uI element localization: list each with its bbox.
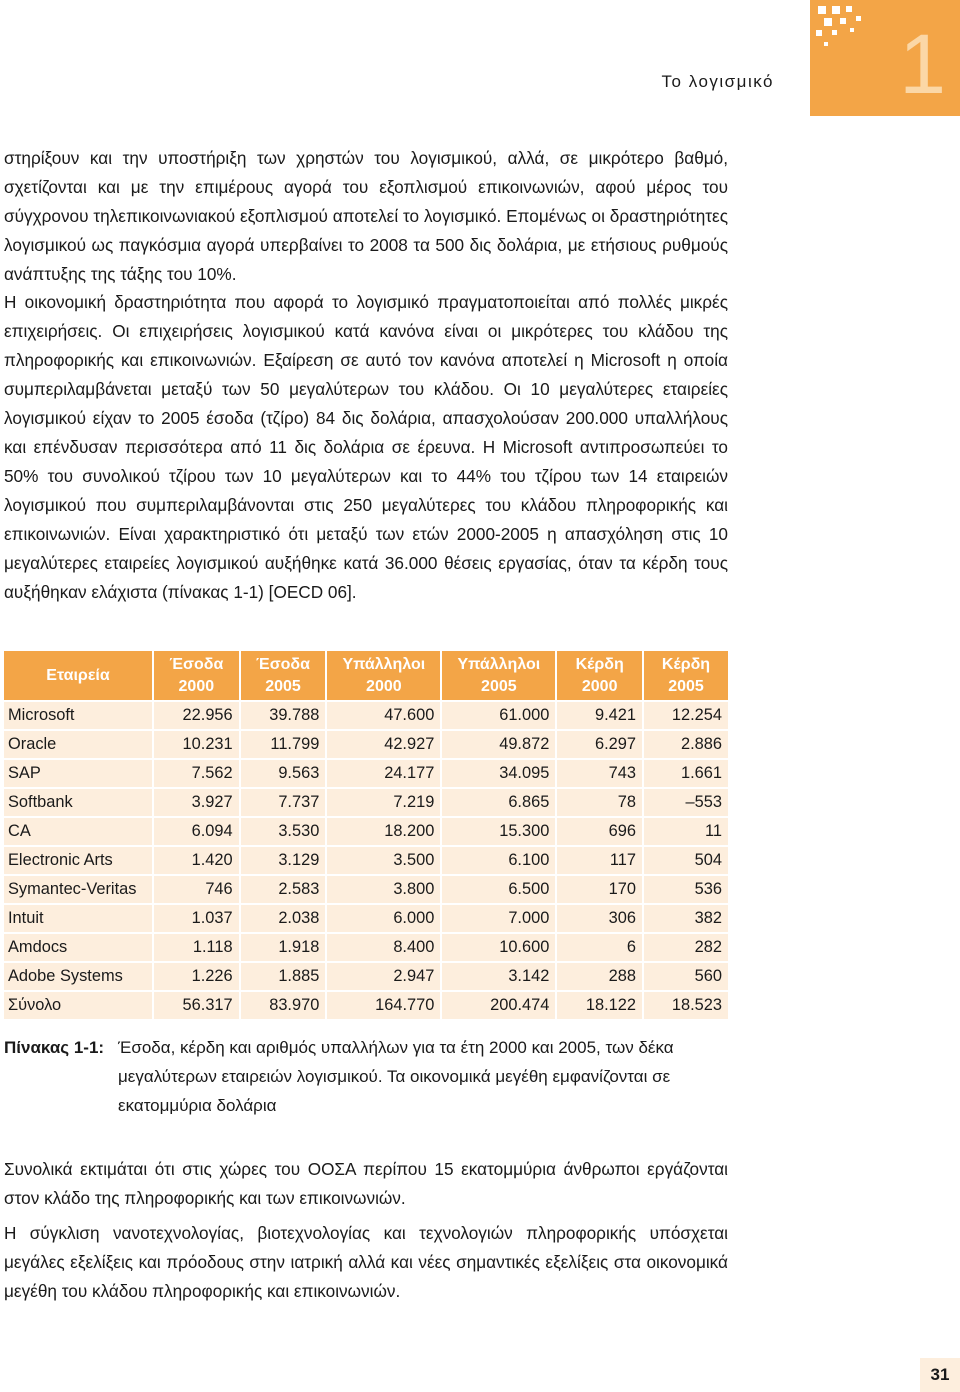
body-paragraph: Η οικονομική δραστηριότητα που αφορά το λογισμικό πραγματοποιείται από πολλές μικρές επιχειρήσεις. Οι επιχειρήσεις λογισμικού κατά κανόνα είναι οι μικρότερες του κλάδου της πληροφορικής και επικοινωνιών. Εξαίρεση σε αυτό τον κανόνα αποτελεί η Microsoft η οποία συμπεριλαμβάνεται μεταξύ των 50 μεγαλύτερων του κλάδου. Οι 10 μεγαλύτερες εταιρείες λογισμικού είχαν το 2005 έσοδα (τζίρο) 84 δις δολάρια, απασχολούσαν 200.000 υπαλλήλους και επένδυσαν περισσότερα από 11 δις δολάρια σε έρευνα. Η Microsoft αντιπροσωπεύει το 50% του συνολικού τζίρου των 10 μεγαλύτερων και το 44% του τζίρου των 14 εταιρειών λογισμικού που συμπεριλαμβάνονται στις 250 μεγαλύτερες του κλάδου πληροφορικής και επικοινωνιών. Είναι χαρακτηριστικό ότι μεταξύ των ετών 2000-2005 η απασχόληση στις 10 μεγαλύτερες εταιρείες λογισμικού αυξήθηκε κατά 36.000 θέσεις εργασίας, όταν τα κέρδη τους αυξήθηκαν ελάχιστα (πίνακας 1-1) [OECD 06]. bbox=[4, 292, 728, 602]
company-name-cell: Symantec-Veritas bbox=[4, 874, 154, 903]
table-caption-text: Έσοδα, κέρδη και αριθμός υπαλλήλων για τα έτη 2000 και 2005, των δέκα μεγαλύτερων εταιρειών λογισμικού. Τα οικονομικά μεγέθη εμφανίζονται σε εκατομμύρια δολάρια bbox=[118, 1038, 674, 1115]
company-name-cell: SAP bbox=[4, 758, 154, 787]
value-cell: 9.421 bbox=[557, 700, 644, 729]
value-cell: 164.770 bbox=[327, 990, 442, 1019]
value-cell: 6.500 bbox=[442, 874, 557, 903]
chapter-number: 1 bbox=[899, 17, 946, 111]
value-cell: 9.563 bbox=[241, 758, 328, 787]
table-row bbox=[4, 845, 728, 874]
value-cell: 6.865 bbox=[442, 787, 557, 816]
value-cell: 34.095 bbox=[442, 758, 557, 787]
value-cell: 7.219 bbox=[327, 787, 442, 816]
value-cell: 288 bbox=[557, 961, 644, 990]
company-name-cell: Electronic Arts bbox=[4, 845, 154, 874]
company-name-cell: Softbank bbox=[4, 787, 154, 816]
value-cell: 7.000 bbox=[442, 903, 557, 932]
column-header: Κέρδη 2005 bbox=[644, 651, 728, 700]
value-cell: 3.530 bbox=[241, 816, 328, 845]
decor-square bbox=[850, 28, 854, 32]
value-cell: 10.600 bbox=[442, 932, 557, 961]
value-cell: 22.956 bbox=[154, 700, 241, 729]
value-cell: 3.927 bbox=[154, 787, 241, 816]
table-row bbox=[4, 932, 728, 961]
decor-square bbox=[856, 16, 861, 21]
value-cell: 2.886 bbox=[644, 729, 728, 758]
value-cell: 170 bbox=[557, 874, 644, 903]
value-cell: 1.885 bbox=[241, 961, 328, 990]
value-cell: –553 bbox=[644, 787, 728, 816]
table-row bbox=[4, 729, 728, 758]
value-cell: 6.094 bbox=[154, 816, 241, 845]
value-cell: 743 bbox=[557, 758, 644, 787]
value-cell: 7.737 bbox=[241, 787, 328, 816]
company-name-cell: Oracle bbox=[4, 729, 154, 758]
value-cell: 504 bbox=[644, 845, 728, 874]
value-cell: 8.400 bbox=[327, 932, 442, 961]
value-cell: 1.037 bbox=[154, 903, 241, 932]
value-cell: 6.100 bbox=[442, 845, 557, 874]
value-cell: 11 bbox=[644, 816, 728, 845]
value-cell: 15.300 bbox=[442, 816, 557, 845]
value-cell: 56.317 bbox=[154, 990, 241, 1019]
value-cell: 39.788 bbox=[241, 700, 328, 729]
value-cell: 11.799 bbox=[241, 729, 328, 758]
body-paragraph: Συνολικά εκτιμάται ότι στις χώρες του ΟΟΣΑ περίπου 15 εκατομμύρια άνθρωποι εργάζονται στον κλάδο της πληροφορικής και των επικοινωνιών. bbox=[4, 1159, 728, 1208]
running-head-title: Το λογισμικό bbox=[661, 72, 774, 91]
value-cell: 18.523 bbox=[644, 990, 728, 1019]
value-cell: 1.226 bbox=[154, 961, 241, 990]
column-header: Κέρδη 2000 bbox=[557, 651, 644, 700]
table-row bbox=[4, 990, 728, 1019]
column-header: Εταιρεία bbox=[4, 651, 154, 700]
value-cell: 2.038 bbox=[241, 903, 328, 932]
decor-square bbox=[832, 30, 837, 35]
value-cell: 3.142 bbox=[442, 961, 557, 990]
value-cell: 6.297 bbox=[557, 729, 644, 758]
table-row bbox=[4, 874, 728, 903]
value-cell: 3.800 bbox=[327, 874, 442, 903]
table-row bbox=[4, 816, 728, 845]
value-cell: 282 bbox=[644, 932, 728, 961]
decor-square bbox=[824, 18, 832, 26]
value-cell: 7.562 bbox=[154, 758, 241, 787]
value-cell: 117 bbox=[557, 845, 644, 874]
company-name-cell: Microsoft bbox=[4, 700, 154, 729]
value-cell: 1.420 bbox=[154, 845, 241, 874]
value-cell: 6.000 bbox=[327, 903, 442, 932]
page-number: 31 bbox=[920, 1358, 960, 1392]
table-row bbox=[4, 961, 728, 990]
company-name-cell: Amdocs bbox=[4, 932, 154, 961]
value-cell: 1.118 bbox=[154, 932, 241, 961]
table-row bbox=[4, 758, 728, 787]
decor-square bbox=[832, 6, 840, 14]
value-cell: 1.661 bbox=[644, 758, 728, 787]
chapter-tab bbox=[810, 0, 960, 116]
value-cell: 560 bbox=[644, 961, 728, 990]
value-cell: 2.947 bbox=[327, 961, 442, 990]
value-cell: 6 bbox=[557, 932, 644, 961]
value-cell: 382 bbox=[644, 903, 728, 932]
column-header: Υπάλληλοι 2005 bbox=[442, 651, 557, 700]
value-cell: 3.500 bbox=[327, 845, 442, 874]
value-cell: 49.872 bbox=[442, 729, 557, 758]
column-header: Έσοδα 2005 bbox=[241, 651, 328, 700]
value-cell: 61.000 bbox=[442, 700, 557, 729]
value-cell: 306 bbox=[557, 903, 644, 932]
value-cell: 536 bbox=[644, 874, 728, 903]
value-cell: 18.122 bbox=[557, 990, 644, 1019]
decor-square bbox=[840, 18, 846, 24]
value-cell: 200.474 bbox=[442, 990, 557, 1019]
value-cell: 746 bbox=[154, 874, 241, 903]
value-cell: 18.200 bbox=[327, 816, 442, 845]
table-row bbox=[4, 787, 728, 816]
table-body bbox=[4, 700, 728, 1019]
company-name-cell: CA bbox=[4, 816, 154, 845]
table-caption-label: Πίνακας 1-1: bbox=[4, 1038, 105, 1057]
value-cell: 47.600 bbox=[327, 700, 442, 729]
company-name-cell: Intuit bbox=[4, 903, 154, 932]
company-name-cell: Σύνολο bbox=[4, 990, 154, 1019]
value-cell: 24.177 bbox=[327, 758, 442, 787]
column-header: Έσοδα 2000 bbox=[154, 651, 241, 700]
decor-square bbox=[818, 6, 826, 14]
table-row bbox=[4, 700, 728, 729]
company-name-cell: Adobe Systems bbox=[4, 961, 154, 990]
value-cell: 10.231 bbox=[154, 729, 241, 758]
value-cell: 696 bbox=[557, 816, 644, 845]
value-cell: 42.927 bbox=[327, 729, 442, 758]
table-header-row bbox=[4, 651, 728, 700]
value-cell: 12.254 bbox=[644, 700, 728, 729]
value-cell: 1.918 bbox=[241, 932, 328, 961]
value-cell: 83.970 bbox=[241, 990, 328, 1019]
decor-square bbox=[824, 42, 828, 46]
table-row bbox=[4, 903, 728, 932]
body-paragraph: στηρίξουν και την υποστήριξη των χρηστών του λογισμικού, αλλά, σε μικρότερο βαθμό, σχετίζονται και με την επιμέρους αγορά του εξοπλισμού επικοινωνιών, αφού μέρος του σύγχρονου τηλεπικοινωνιακού εξοπλισμού αποτελεί το λογισμικό. Επομένως οι δραστηριότητες λογισμικού ως παγκόσμια αγορά υπερβαίνει το 2008 τα 500 δις δολάρια, με ετήσιους ρυθμούς ανάπτυξης της τάξης του 10%. bbox=[4, 148, 728, 284]
value-cell: 2.583 bbox=[241, 874, 328, 903]
decor-square bbox=[816, 30, 822, 36]
software-companies-table bbox=[4, 651, 728, 1019]
decor-square bbox=[846, 6, 852, 12]
value-cell: 3.129 bbox=[241, 845, 328, 874]
body-paragraph: Η σύγκλιση νανοτεχνολογίας, βιοτεχνολογίας και τεχνολογιών πληροφορικής υπόσχεται μεγάλες εξελίξεις και πρόοδους στην ιατρική αλλά και νέες σημαντικές εξελίξεις στα οικονομικά μεγέθη του κλάδου πληροφορικής και επικοινωνιών. bbox=[4, 1223, 728, 1301]
column-header: Υπάλληλοι 2000 bbox=[327, 651, 442, 700]
value-cell: 78 bbox=[557, 787, 644, 816]
